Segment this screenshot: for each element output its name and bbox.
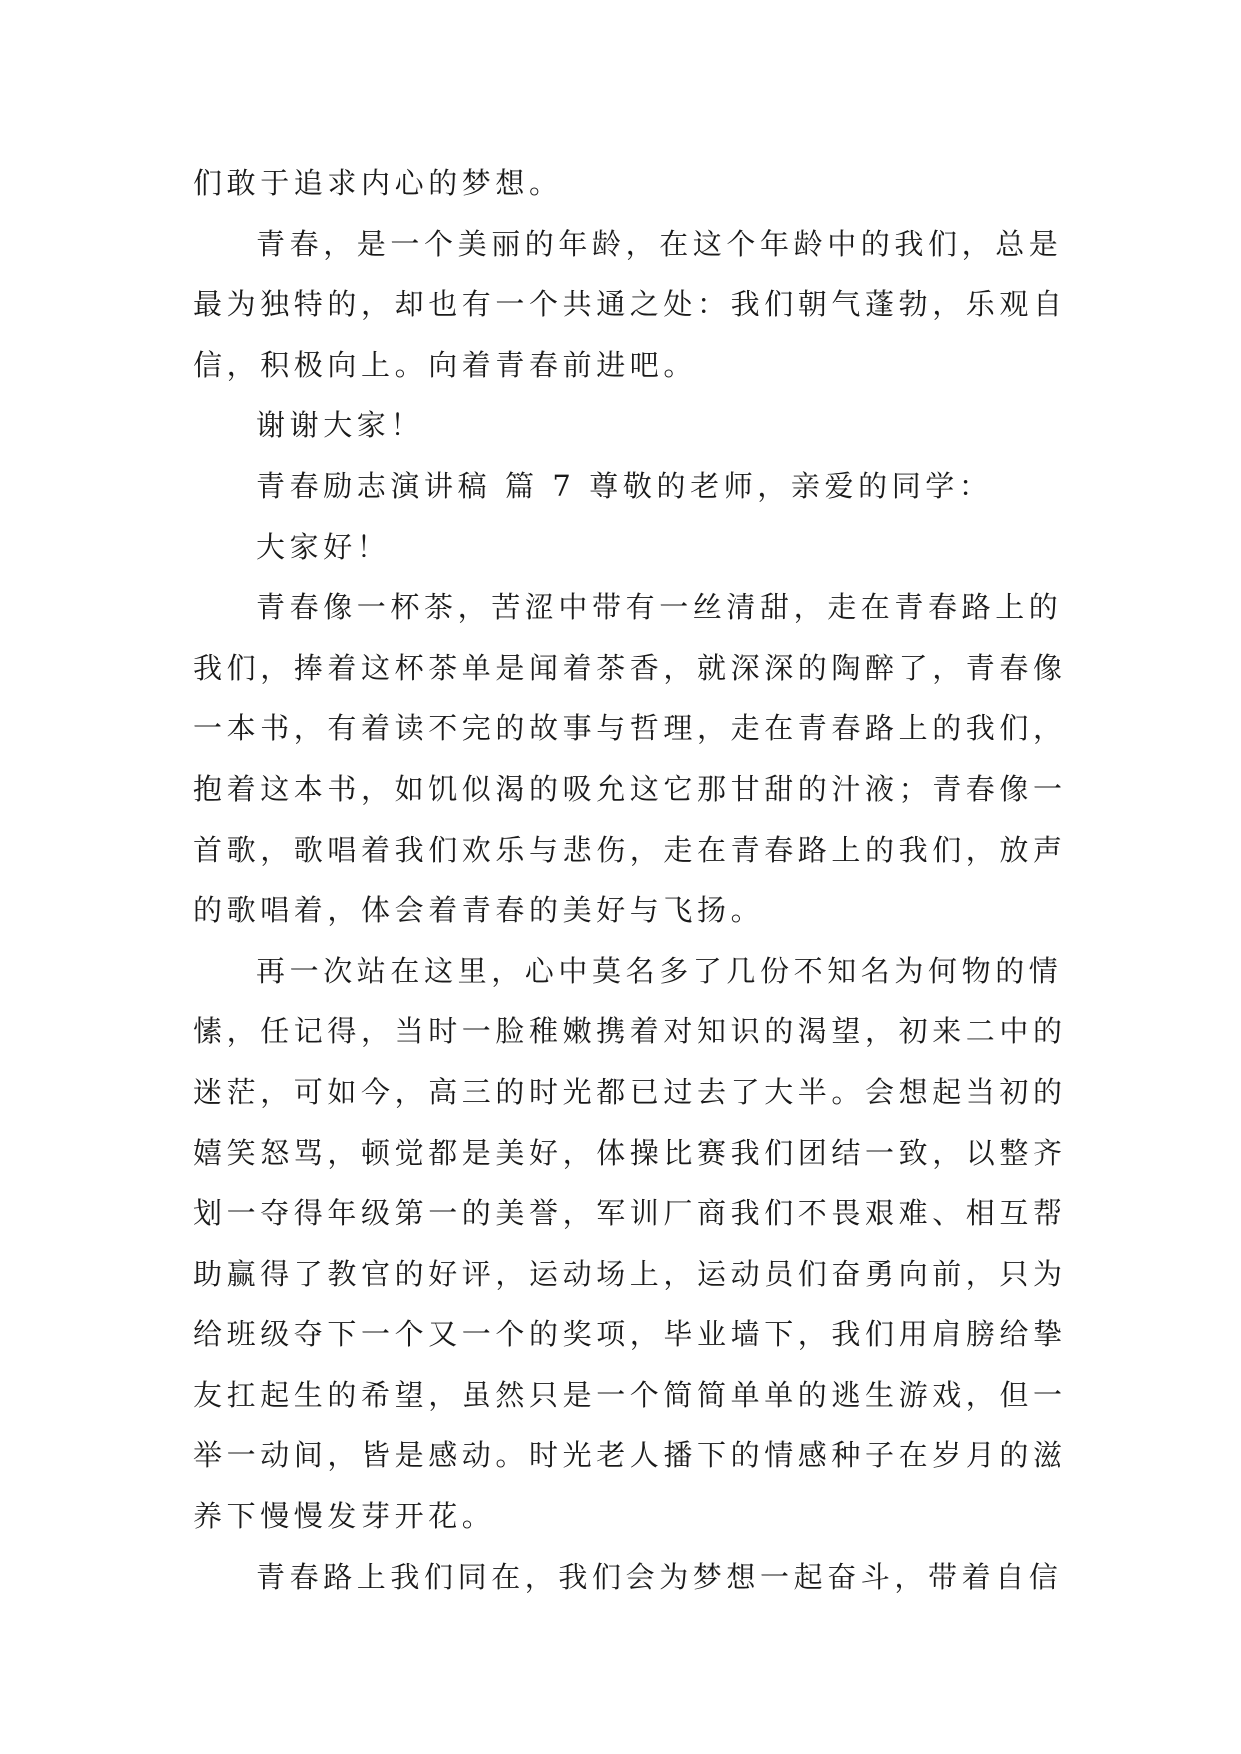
paragraph-start: 青春像一杯茶，苦涩中带有一丝清甜，走在青春路上的	[256, 590, 1063, 625]
paragraph-start: 青春，是一个美丽的年龄，在这个年龄中的我们，总是	[256, 226, 1063, 261]
text-line: 迷茫，可如今，高三的时光都已过去了大半。会想起当初的	[193, 1074, 1067, 1109]
closing-thanks: 谢谢大家！	[256, 408, 425, 443]
text-line: 养下慢慢发芽开花。	[193, 1499, 496, 1534]
text-line: 助赢得了教官的好评，运动场上，运动员们奋勇向前，只为	[193, 1256, 1067, 1291]
text-line: 给班级夺下一个又一个的奖项，毕业墙下，我们用肩膀给挚	[193, 1317, 1067, 1352]
speech-heading: 青春励志演讲稿 篇 7 尊敬的老师，亲爱的同学：	[256, 468, 993, 503]
text-line: 友扛起生的希望，虽然只是一个简简单单的逃生游戏，但一	[193, 1377, 1067, 1412]
text-line: 愫，任记得，当时一脸稚嫩携着对知识的渴望，初来二中的	[193, 1014, 1067, 1049]
text-line: 嬉笑怒骂，顿觉都是美好，体操比赛我们团结一致，以整齐	[193, 1135, 1067, 1170]
text-line: 信，积极向上。向着青春前进吧。	[193, 347, 698, 382]
paragraph-start: 再一次站在这里，心中莫名多了几份不知名为何物的情	[256, 953, 1063, 988]
greeting: 大家好！	[256, 529, 391, 564]
text-line: 首歌，歌唱着我们欢乐与悲伤，走在青春路上的我们，放声	[193, 832, 1067, 867]
text-line: 最为独特的，却也有一个共通之处：我们朝气蓬勃，乐观自	[193, 287, 1067, 322]
text-line: 举一动间，皆是感动。时光老人播下的情感种子在岁月的滋	[193, 1438, 1067, 1473]
text-line: 们敢于追求内心的梦想。	[193, 166, 563, 200]
text-line: 抱着这本书，如饥似渴的吸允这它那甘甜的汁液；青春像一	[193, 771, 1067, 806]
paragraph-start: 青春路上我们同在，我们会为梦想一起奋斗，带着自信	[256, 1559, 1063, 1594]
text-line: 一本书，有着读不完的故事与哲理，走在青春路上的我们，	[193, 711, 1067, 746]
body-text	[193, 153, 1067, 1607]
text-line: 划一夺得年级第一的美誉，军训厂商我们不畏艰难、相互帮	[193, 1196, 1067, 1231]
text-line: 的歌唱着，体会着青春的美好与飞扬。	[193, 893, 765, 928]
text-line: 我们，捧着这杯茶单是闻着茶香，就深深的陶醉了，青春像	[193, 650, 1067, 685]
